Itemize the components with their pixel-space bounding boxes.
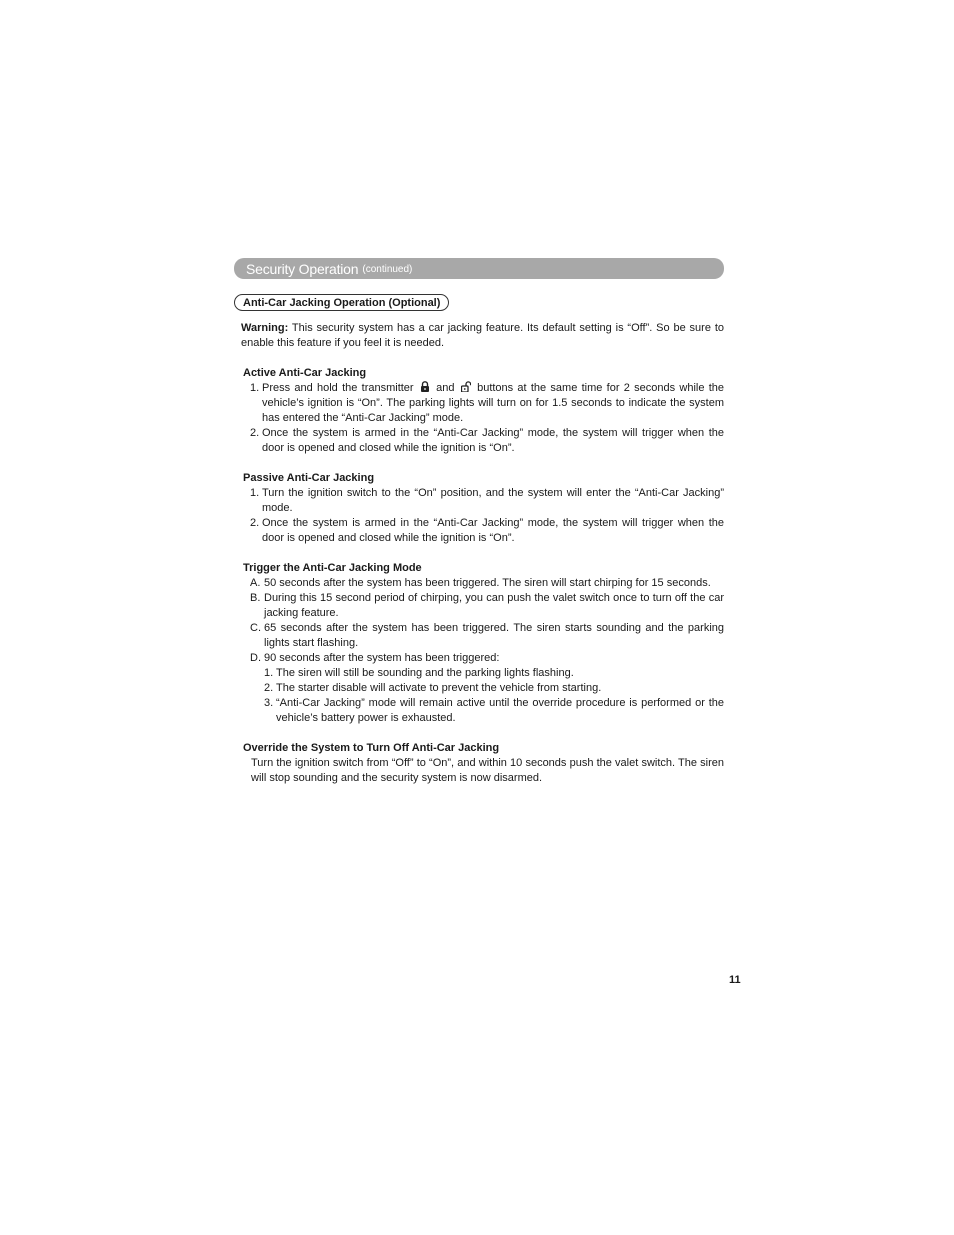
override-heading: Override the System to Turn Off Anti-Car Jacking (243, 742, 500, 754)
list-item (250, 651, 724, 666)
list-item (250, 381, 724, 426)
item-text: 50 seconds after the system has been triggered. The siren will start chirping for 15 seconds. (264, 577, 711, 589)
unlock-icon (461, 381, 471, 392)
item-number: 1. (250, 487, 260, 499)
item-letter: B. (250, 592, 261, 604)
sub-item-text: The siren will still be sounding and the parking lights flashing. (276, 667, 574, 679)
item-letter: A. (250, 577, 261, 589)
item-letter: C. (250, 622, 261, 634)
active-heading: Active Anti-Car Jacking (243, 367, 367, 379)
section-subtitle: (continued) (362, 264, 413, 275)
list-item (250, 486, 724, 516)
item-number: 2. (250, 427, 260, 439)
section-title: Security Operation (246, 260, 359, 277)
sub-item-text: “Anti-Car Jacking” mode will remain active until the override procedure is performed or the vehicle’s battery power is exhausted. (276, 697, 724, 724)
item-text-post: buttons at the same time for 2 seconds while the vehicle’s ignition is “On”. The parking lights will turn on for 1.5 seconds to indicate the system has entered the “Anti-Car Jacking” mode. (262, 382, 725, 424)
trigger-section (241, 561, 724, 726)
subsection-pill: Anti-Car Jacking Operation (Optional) (234, 294, 449, 311)
lock-icon (420, 381, 430, 392)
item-text: During this 15 second period of chirping, you can push the valet switch once to turn off the car jacking feature. (264, 592, 724, 619)
item-text-pre: Press and hold the transmitter (262, 382, 414, 394)
sub-item-text: The starter disable will activate to prevent the vehicle from starting. (276, 682, 602, 694)
sub-item-number: 3. (264, 697, 274, 709)
page-number: 11 (729, 974, 741, 986)
list-item (250, 591, 724, 621)
sub-list-item (264, 681, 724, 696)
sub-list-item (264, 696, 724, 726)
item-text-mid: and (436, 382, 455, 394)
passive-heading: Passive Anti-Car Jacking (243, 472, 375, 484)
item-text (262, 381, 724, 426)
item-text: Once the system is armed in the “Anti-Car Jacking” mode, the system will trigger when the door is opened and closed while the ignition is “On”. (262, 427, 724, 454)
item-text: Once the system is armed in the “Anti-Car Jacking” mode, the system will trigger when the door is opened and closed while the ignition is “On”. (262, 517, 724, 544)
list-item (250, 426, 724, 456)
override-text: Turn the ignition switch from “Off” to “On”, and within 10 seconds push the valet switch. The siren will stop sounding and the security system is now disarmed. (251, 757, 724, 784)
warning-label: Warning: (241, 322, 289, 334)
list-item (250, 576, 724, 591)
trigger-heading: Trigger the Anti-Car Jacking Mode (243, 562, 422, 574)
warning-text: This security system has a car jacking feature. Its default setting is “Off”. So be sure to enable this feature if you feel it is needed. (241, 322, 724, 349)
item-letter: D. (250, 652, 261, 664)
warning-paragraph (241, 321, 724, 351)
override-section (241, 741, 724, 786)
sub-item-number: 2. (264, 682, 274, 694)
item-text: Turn the ignition switch to the “On” position, and the system will enter the “Anti-Car Jacking” mode. (262, 487, 724, 514)
section-header-bar (234, 258, 724, 279)
item-text: 90 seconds after the system has been triggered: (264, 652, 500, 664)
passive-section (241, 471, 724, 546)
active-section (241, 366, 724, 456)
sub-list-item (264, 666, 724, 681)
list-item (250, 621, 724, 651)
item-number: 1. (250, 382, 260, 394)
content-body (241, 321, 724, 801)
list-item (250, 516, 724, 546)
sub-item-number: 1. (264, 667, 274, 679)
item-number: 2. (250, 517, 260, 529)
item-text: 65 seconds after the system has been triggered. The siren starts sounding and the parking lights start flashing. (264, 622, 724, 649)
